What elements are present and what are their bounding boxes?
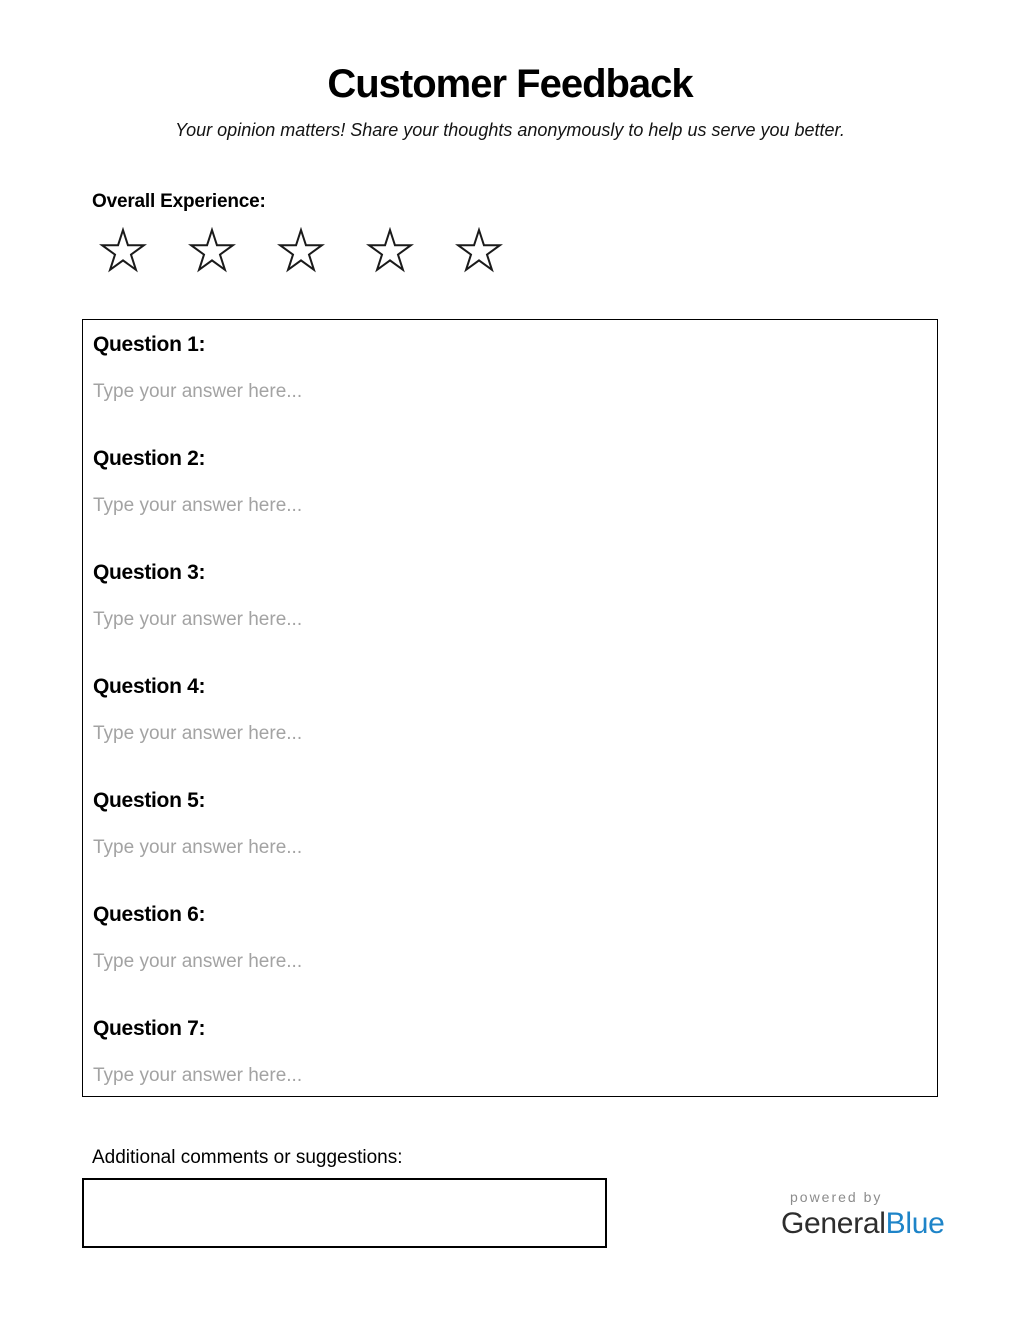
overall-experience-label: Overall Experience: [92, 191, 266, 212]
question-block [93, 902, 925, 975]
question-block [93, 332, 925, 405]
question-block [93, 788, 925, 861]
answer-input[interactable]: Type your answer here... [93, 495, 303, 516]
question-block [93, 674, 925, 747]
question-label: Question 5: [93, 789, 206, 812]
star-icon[interactable] [99, 227, 147, 275]
star-icon[interactable] [366, 227, 414, 275]
question-label: Question 7: [93, 1017, 206, 1040]
star-icon[interactable] [455, 227, 503, 275]
question-label: Question 6: [93, 903, 206, 926]
question-block [93, 560, 925, 633]
brand-footer [781, 1189, 945, 1241]
question-label: Question 3: [93, 561, 206, 584]
answer-input[interactable]: Type your answer here... [93, 723, 303, 744]
answer-input[interactable]: Type your answer here... [93, 381, 303, 402]
questions-box [82, 319, 938, 1097]
question-block [93, 1016, 925, 1089]
question-label: Question 2: [93, 447, 206, 470]
brand-blue-text: Blue [885, 1207, 945, 1240]
comments-input[interactable] [82, 1178, 607, 1248]
page-title: Customer Feedback [327, 62, 693, 106]
page-subtitle: Your opinion matters! Share your thoughts anonymously to help us serve you better. [175, 120, 845, 140]
brand-general-text: General [781, 1207, 886, 1240]
answer-input[interactable]: Type your answer here... [93, 951, 303, 972]
star-rating [99, 227, 503, 275]
generalblue-logo [781, 1207, 945, 1241]
answer-input[interactable]: Type your answer here... [93, 609, 303, 630]
star-icon[interactable] [188, 227, 236, 275]
powered-by-text: powered by [790, 1189, 883, 1205]
answer-input[interactable]: Type your answer here... [93, 1065, 303, 1086]
comments-label: Additional comments or suggestions: [92, 1147, 403, 1168]
question-label: Question 1: [93, 333, 206, 356]
question-block [93, 446, 925, 519]
star-icon[interactable] [277, 227, 325, 275]
answer-input[interactable]: Type your answer here... [93, 837, 303, 858]
question-label: Question 4: [93, 675, 206, 698]
